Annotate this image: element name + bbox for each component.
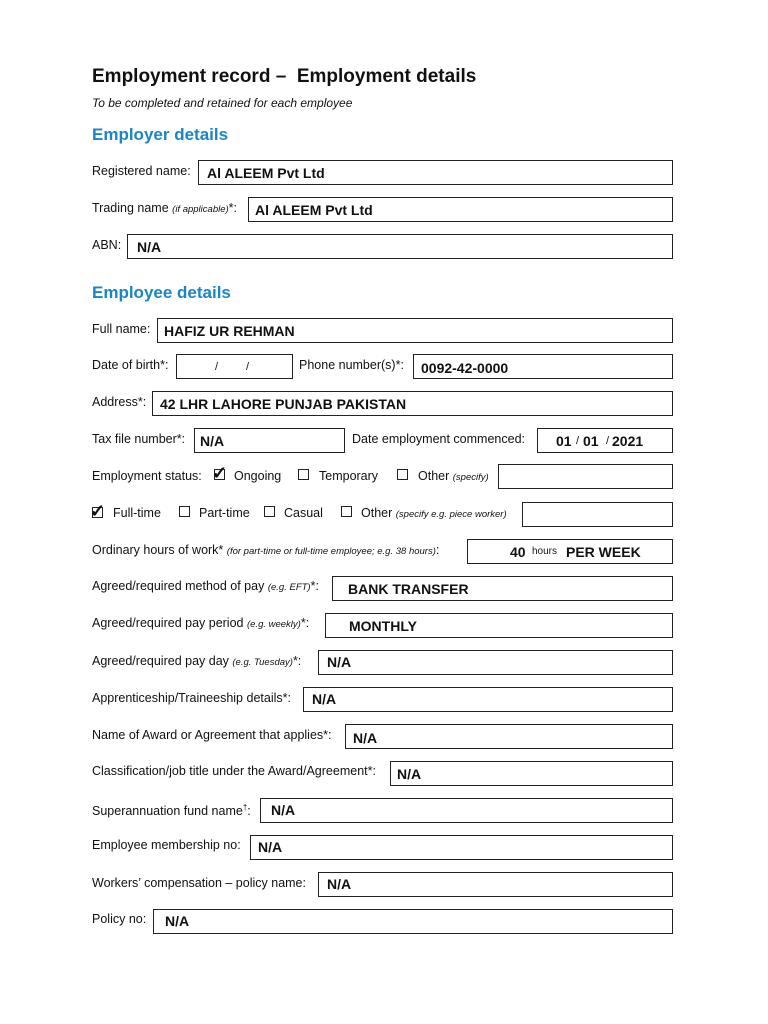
- award-label: Name of Award or Agreement that applies*:: [92, 728, 332, 742]
- pay-period-value: MONTHLY: [349, 618, 417, 634]
- workers-comp-label: Workers’ compensation – policy name:: [92, 876, 306, 890]
- employment-status-label: Employment status:: [92, 469, 202, 483]
- phone-label: Phone number(s)*:: [299, 358, 404, 372]
- status-other-note: (specify): [452, 472, 489, 483]
- pay-method-label-text: Agreed/required method of pay: [92, 579, 265, 593]
- full-time-option-label: Full-time: [113, 506, 161, 520]
- dob-slash-2: /: [246, 361, 250, 373]
- dob-field[interactable]: [176, 354, 293, 379]
- status-other-option: [418, 468, 489, 486]
- hours-number: 40: [510, 544, 526, 560]
- superannuation-label: [92, 800, 251, 819]
- classification-field[interactable]: [390, 761, 673, 786]
- trading-name-label-text: Trading name: [92, 201, 169, 215]
- abn-label: ABN:: [92, 238, 122, 252]
- superannuation-value: N/A: [271, 802, 296, 818]
- apprenticeship-field[interactable]: [303, 687, 673, 712]
- commenced-slash-1: /: [576, 435, 580, 447]
- address-label: Address*:: [92, 395, 147, 409]
- hours-unit: hours: [532, 546, 558, 557]
- employer-section-title: Employer details: [92, 125, 229, 144]
- membership-value: N/A: [258, 839, 283, 855]
- pay-day-note: (e.g. Tuesday): [232, 657, 293, 668]
- full-name-label: Full name:: [92, 322, 151, 336]
- abn-field[interactable]: [127, 234, 673, 259]
- commenced-label: Date employment commenced:: [352, 432, 525, 446]
- pay-day-field[interactable]: [318, 650, 673, 675]
- pay-period-label: [92, 615, 309, 633]
- apprenticeship-value: N/A: [312, 691, 337, 707]
- status-other-checkbox[interactable]: [397, 469, 408, 480]
- ongoing-check-icon: ✓: [212, 463, 228, 483]
- award-value: N/A: [353, 730, 378, 746]
- type-other-note: (specify e.g. piece worker): [395, 509, 507, 520]
- commenced-slash-2: /: [606, 435, 610, 447]
- casual-checkbox[interactable]: [264, 506, 275, 517]
- trading-name-suffix: *:: [228, 201, 237, 215]
- type-other-label: Other: [361, 506, 393, 520]
- policy-no-field[interactable]: [153, 909, 673, 934]
- pay-day-value: N/A: [327, 654, 352, 670]
- superannuation-mark: †: [242, 803, 248, 812]
- type-other-option: [361, 505, 507, 523]
- award-field[interactable]: [345, 724, 673, 749]
- hours-note: (for part-time or full-time employee; e.g. 38 hours): [226, 546, 436, 557]
- full-name-value: HAFIZ UR REHMAN: [164, 323, 295, 339]
- casual-option-label: Casual: [284, 506, 323, 520]
- dob-slash-1: /: [215, 361, 219, 373]
- apprenticeship-label: Apprenticeship/Traineeship details*:: [92, 691, 291, 705]
- phone-value: 0092-42-0000: [421, 360, 509, 376]
- temporary-checkbox[interactable]: [298, 469, 309, 480]
- address-value: 42 LHR LAHORE PUNJAB PAKISTAN: [160, 396, 407, 412]
- hours-colon: :: [435, 543, 440, 557]
- part-time-checkbox[interactable]: [179, 506, 190, 517]
- superannuation-field[interactable]: [260, 798, 673, 823]
- page-subtitle: To be completed and retained for each employee: [92, 96, 353, 110]
- pay-day-label-text: Agreed/required pay day: [92, 654, 229, 668]
- trading-name-label: [92, 200, 237, 218]
- commenced-month: 01: [583, 433, 599, 449]
- membership-label: Employee membership no:: [92, 838, 241, 852]
- pay-method-note: (e.g. EFT): [267, 582, 311, 593]
- abn-value: N/A: [137, 239, 162, 255]
- classification-value: N/A: [397, 766, 422, 782]
- hours-label: [92, 542, 439, 560]
- status-other-field[interactable]: [498, 464, 673, 489]
- employee-section-title: Employee details: [92, 283, 231, 302]
- trading-name-note: (if applicable): [172, 204, 229, 215]
- registered-name-label: Registered name:: [92, 164, 191, 178]
- hours-label-text: Ordinary hours of work*: [92, 543, 224, 557]
- workers-comp-field[interactable]: [318, 872, 673, 897]
- type-other-field[interactable]: [522, 502, 673, 527]
- dob-label: Date of birth*:: [92, 358, 169, 372]
- pay-method-suffix: *:: [310, 579, 319, 593]
- pay-day-suffix: *:: [292, 654, 302, 668]
- classification-label: Classification/job title under the Award/Agreement*:: [92, 764, 376, 778]
- registered-name-value: Al ALEEM Pvt Ltd: [207, 165, 325, 181]
- superannuation-label-text: Superannuation fund name: [92, 804, 243, 819]
- tfn-value: N/A: [200, 433, 225, 449]
- type-other-checkbox[interactable]: [341, 506, 352, 517]
- tfn-label: Tax file number*:: [92, 432, 186, 446]
- pay-method-label: [92, 578, 319, 596]
- ongoing-option-label: Ongoing: [234, 469, 282, 483]
- membership-field[interactable]: [250, 835, 673, 860]
- superannuation-colon: :: [247, 804, 251, 819]
- pay-period-note: (e.g. weekly): [246, 619, 301, 630]
- page-title: Employment record – Employment details: [92, 66, 477, 87]
- status-other-label: Other: [418, 469, 450, 483]
- hours-period: PER WEEK: [566, 544, 641, 560]
- temporary-option-label: Temporary: [319, 469, 379, 483]
- commenced-year: 2021: [612, 433, 644, 449]
- commenced-day: 01: [556, 433, 572, 449]
- pay-period-suffix: *:: [300, 616, 310, 630]
- pay-method-value: BANK TRANSFER: [348, 581, 469, 597]
- pay-day-label: [92, 653, 301, 671]
- pay-period-label-text: Agreed/required pay period: [92, 616, 244, 630]
- trading-name-value: Al ALEEM Pvt Ltd: [255, 202, 373, 218]
- part-time-option-label: Part-time: [199, 506, 250, 520]
- policy-no-value: N/A: [165, 913, 190, 929]
- policy-no-label: Policy no:: [92, 912, 147, 926]
- workers-comp-value: N/A: [327, 876, 352, 892]
- full-time-check-icon: ✓: [90, 501, 106, 521]
